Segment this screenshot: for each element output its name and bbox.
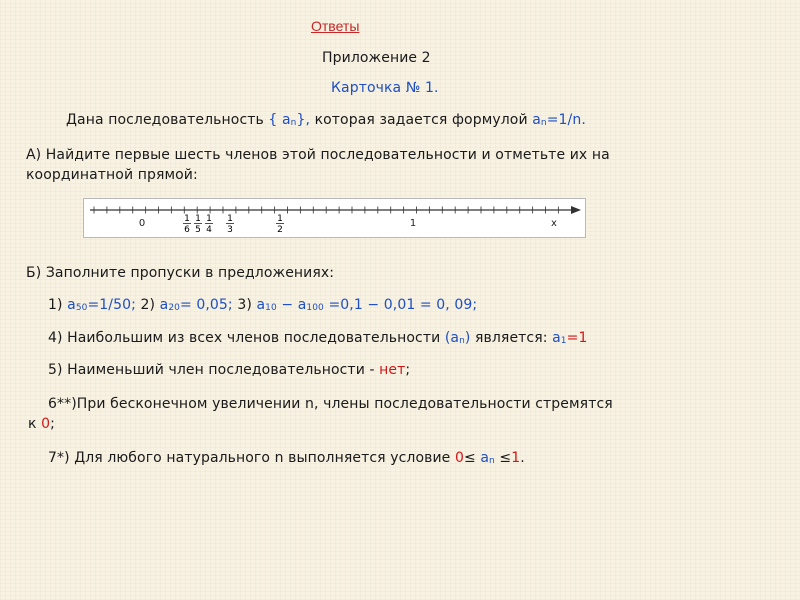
intro-text bbox=[66, 112, 586, 128]
intro-formula: $a_n=1/n$. bbox=[532, 112, 586, 128]
answers-link[interactable]: Ответы bbox=[311, 18, 360, 34]
task-b-item6-line1: 6**)При бесконечном увеличении n, члены последовательности стремятся bbox=[48, 396, 613, 412]
intro-seq: { $a_n$}, bbox=[268, 112, 311, 128]
svg-text:6: 6 bbox=[184, 225, 190, 235]
fraction-1-6 bbox=[183, 214, 191, 235]
fraction-1-2 bbox=[276, 214, 284, 235]
item7-zero: 0 bbox=[454, 450, 464, 466]
card-title: Карточка № 1. bbox=[331, 80, 439, 96]
fraction-1-5 bbox=[194, 214, 202, 235]
number-line-frame bbox=[83, 198, 586, 238]
task-b-item1: 1) $a_{50}=1/50$; 2) $a_{20}= 0,05$; 3) $a_{10} - a_{100} =0,1 - 0,01 = 0$, 09; bbox=[48, 297, 478, 313]
task-b-item6-line2: к 0; bbox=[28, 416, 55, 432]
fraction-1-3 bbox=[226, 214, 234, 235]
label-zero: 0 bbox=[138, 218, 146, 229]
task-b-heading: Б) Заполните пропуски в предложениях: bbox=[26, 265, 335, 281]
svg-text:4: 4 bbox=[206, 225, 212, 235]
item4-answer: $a_1$ bbox=[552, 330, 567, 346]
item1-a50: $a_{50}=1/50$; bbox=[67, 297, 136, 313]
svg-text:1: 1 bbox=[206, 214, 212, 224]
task-b-item5: 5) Наименьший член последовательности - нет; bbox=[48, 362, 411, 378]
appendix-title: Приложение 2 bbox=[322, 50, 431, 66]
task-a-line2: координатной прямой: bbox=[26, 167, 198, 183]
svg-text:1: 1 bbox=[277, 214, 283, 224]
item4-seq: $(a_n)$ bbox=[444, 330, 471, 346]
svg-text:5: 5 bbox=[195, 225, 201, 235]
number-line bbox=[84, 199, 585, 237]
svg-text:1: 1 bbox=[195, 214, 201, 224]
item5-answer: нет bbox=[379, 362, 406, 378]
svg-text:1: 1 bbox=[184, 214, 190, 224]
fraction-1-4 bbox=[205, 214, 213, 235]
intro-middle: которая задается формулой bbox=[310, 112, 533, 128]
intro-before: Дана последовательность bbox=[66, 112, 269, 128]
label-x: x bbox=[551, 218, 557, 229]
label-one: 1 bbox=[409, 218, 417, 229]
task-b-item7: 7*) Для любого натурального n выполняется условие $0\le a_n \le 1$. bbox=[48, 450, 525, 466]
task-a-line1: А) Найдите первые шесть членов этой последовательности и отметьте их на bbox=[26, 147, 610, 163]
svg-text:3: 3 bbox=[227, 225, 233, 235]
item7-an: $a_n$ bbox=[480, 450, 495, 466]
item7-one: 1 bbox=[511, 450, 521, 466]
item4-answer-value: =1 bbox=[566, 330, 588, 346]
item1-difference: $a_{10} - a_{100} =0,1 - 0,01 = 0$, 09; bbox=[256, 297, 478, 313]
item1-a20: $a_{20}= 0,05$; bbox=[159, 297, 233, 313]
number-line-arrow bbox=[571, 206, 581, 214]
svg-text:2: 2 bbox=[277, 225, 283, 235]
task-b-item4: 4) Наибольшим из всех членов последовательности $(a_n)$ является: $a_1=1$ bbox=[48, 330, 588, 346]
svg-text:1: 1 bbox=[227, 214, 233, 224]
item6-answer: 0 bbox=[41, 416, 51, 432]
